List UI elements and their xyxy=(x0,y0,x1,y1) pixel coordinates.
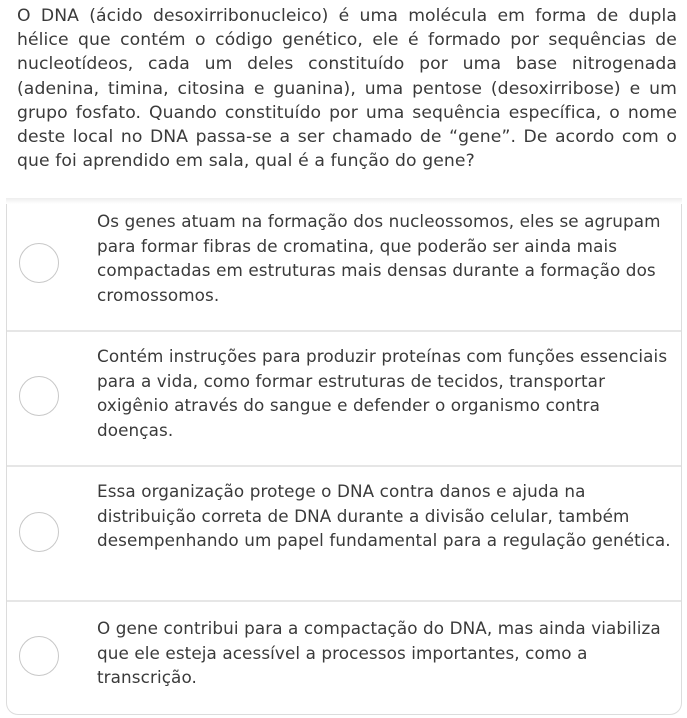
radio-button-icon[interactable] xyxy=(19,512,59,552)
radio-button-icon[interactable] xyxy=(19,243,59,283)
answer-option-text: Contém instruções para produzir proteínas com funções essenciais para a vida, como formar estruturas de tecidos, transportar oxigênio através do sangue e defender o organismo contra doenças. xyxy=(97,346,668,440)
radio-button-icon[interactable] xyxy=(19,636,59,676)
answer-option-text: O gene contribui para a compactação do DNA, mas ainda viabiliza que ele esteja acessível a processos importantes, como a transcrição. xyxy=(97,618,661,687)
answer-options-list xyxy=(6,198,682,715)
answer-option-c[interactable] xyxy=(7,467,681,600)
question-text: O DNA (ácido desoxirribonucleico) é uma molécula em forma de dupla hélice que contém o código genético, ele é formado por sequências de nucleotídeos, cada um deles constituído por uma base nitrogenada (adenina, timina, citosina e guanina), uma pentose (desoxirribose) e um grupo fosfato. Quando constituído por uma sequência específica, o nome deste local no DNA passa-se a ser chamado de “gene”. De acordo com o que foi aprendido em sala, qual é a função do gene? xyxy=(17,6,677,172)
answer-option-b[interactable] xyxy=(7,332,681,465)
radio-button-icon[interactable] xyxy=(19,376,59,416)
answer-option-d[interactable] xyxy=(7,602,681,712)
answer-option-a[interactable] xyxy=(7,198,681,330)
answer-option-text: Os genes atuam na formação dos nucleossomos, eles se agrupam para formar fibras de cromatina, que poderão ser ainda mais compactadas em estruturas mais densas durante a formação dos cromossomos. xyxy=(97,211,661,305)
answer-option-text: Essa organização protege o DNA contra danos e ajuda na distribuição correta de DNA durante a divisão celular, também desempenhando um papel fundamental para a regulação genética. xyxy=(97,481,671,550)
